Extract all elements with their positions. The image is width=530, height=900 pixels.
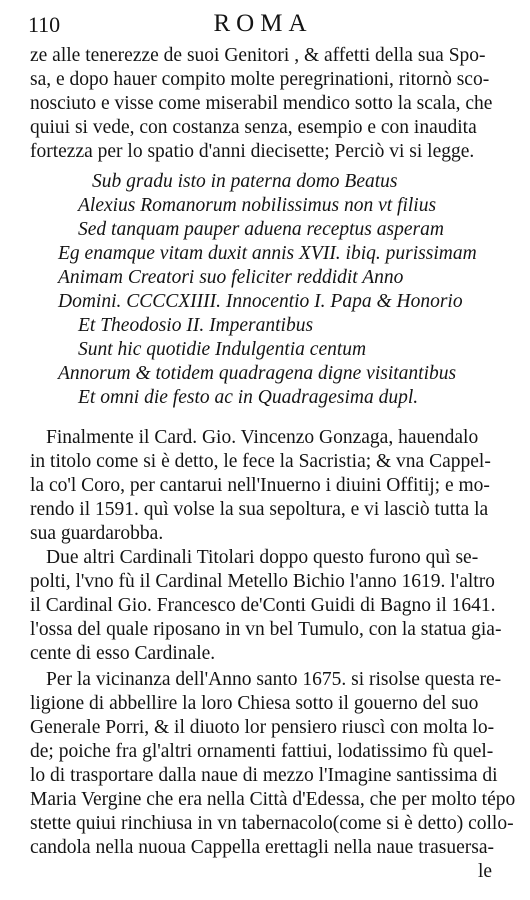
text-line: quiui si vede, con costanza senza, esempio e con inaudita [30,117,477,138]
inscription-line: Sub gradu isto in paterna domo Beatus [92,171,398,192]
text-line: candola nella nuoua Cappella erettagli nella naue trasuersa- [30,837,494,858]
text-line: l'ossa del quale riposano in vn bel Tumulo, con la statua gia- [30,619,502,640]
text-line: lo di trasportare dalla naue di mezzo l'Imagine santissima di [30,765,498,786]
text-line: Per la vicinanza dell'Anno santo 1675. si risolse questa re- [46,669,502,690]
text-line: Finalmente il Card. Gio. Vincenzo Gonzaga, hauendalo [46,427,479,448]
text-line: fortezza per lo spatio d'anni diecisette; Perciò vi si legge. [30,141,475,162]
text-line: polti, l'vno fù il Cardinal Metello Bichio l'anno 1619. l'altro [30,571,495,592]
text-line: sa, e dopo hauer compito molte peregrinationi, ritornò sco- [30,69,490,90]
text-line: Maria Vergine che era nella Città d'Edessa, che per molto tépo [30,789,516,810]
text-line: il Cardinal Gio. Francesco de'Conti Guidi di Bagno il 1641. [30,595,496,616]
inscription-line: Animam Creatori suo feliciter reddidit Anno [58,267,404,288]
page-number: 110 [28,12,61,37]
text-line: ligione di abbellire la loro Chiesa sotto il gouerno del suo [30,693,479,714]
text-line: rendo il 1591. quì volse la sua sepoltura, e vi lasciò tutta la [30,499,489,520]
text-line: stette quiui rinchiusa in vn tabernacolo(come si è detto) collo- [30,813,514,834]
text-line: Generale Porri, & il diuoto lor pensiero riuscì con molta lo- [30,717,495,738]
text-line: la co'l Coro, per cantarui nell'Inuerno i diuini Offitij; e mo- [30,475,490,496]
inscription-line: Alexius Romanorum nobilissimus non vt filius [78,195,437,216]
text-line: nosciuto e visse come miserabil mendico sotto la scala, che [30,93,493,114]
text-line: de; poiche fra gl'altri ornamenti fattiui, lodatissimo fù quel- [30,741,494,762]
text-line: Due altri Cardinali Titolari doppo questo furono quì se- [46,547,479,568]
inscription-line: Sed tanquam pauper aduena receptus asperam [78,219,444,240]
text-line: cente di esso Cardinale. [30,643,216,664]
inscription-line: Domini. CCCCXIIII. Innocentio I. Papa & Honorio [58,291,463,312]
text-line: ze alle tenerezze de suoi Genitori , & affetti della sua Spo- [30,45,486,66]
inscription-line: Eg enamque vitam duxit annis XVII. ibiq. purissimam [58,243,477,264]
page-header [28,10,498,40]
text-line: sua guardarobba. [30,523,164,544]
inscription-line: Annorum & totidem quadragena digne visitantibus [58,363,457,384]
inscription-line: Et Theodosio II. Imperantibus [78,315,314,336]
running-title: ROMA [213,10,313,37]
inscription-line: Sunt hic quotidie Indulgentia centum [78,339,367,360]
catchword: le [478,861,493,882]
inscription-line: Et omni die festo ac in Quadragesima dupl. [78,387,419,408]
text-line: in titolo come si è detto, le fece la Sacristia; & vna Cappel- [30,451,491,472]
